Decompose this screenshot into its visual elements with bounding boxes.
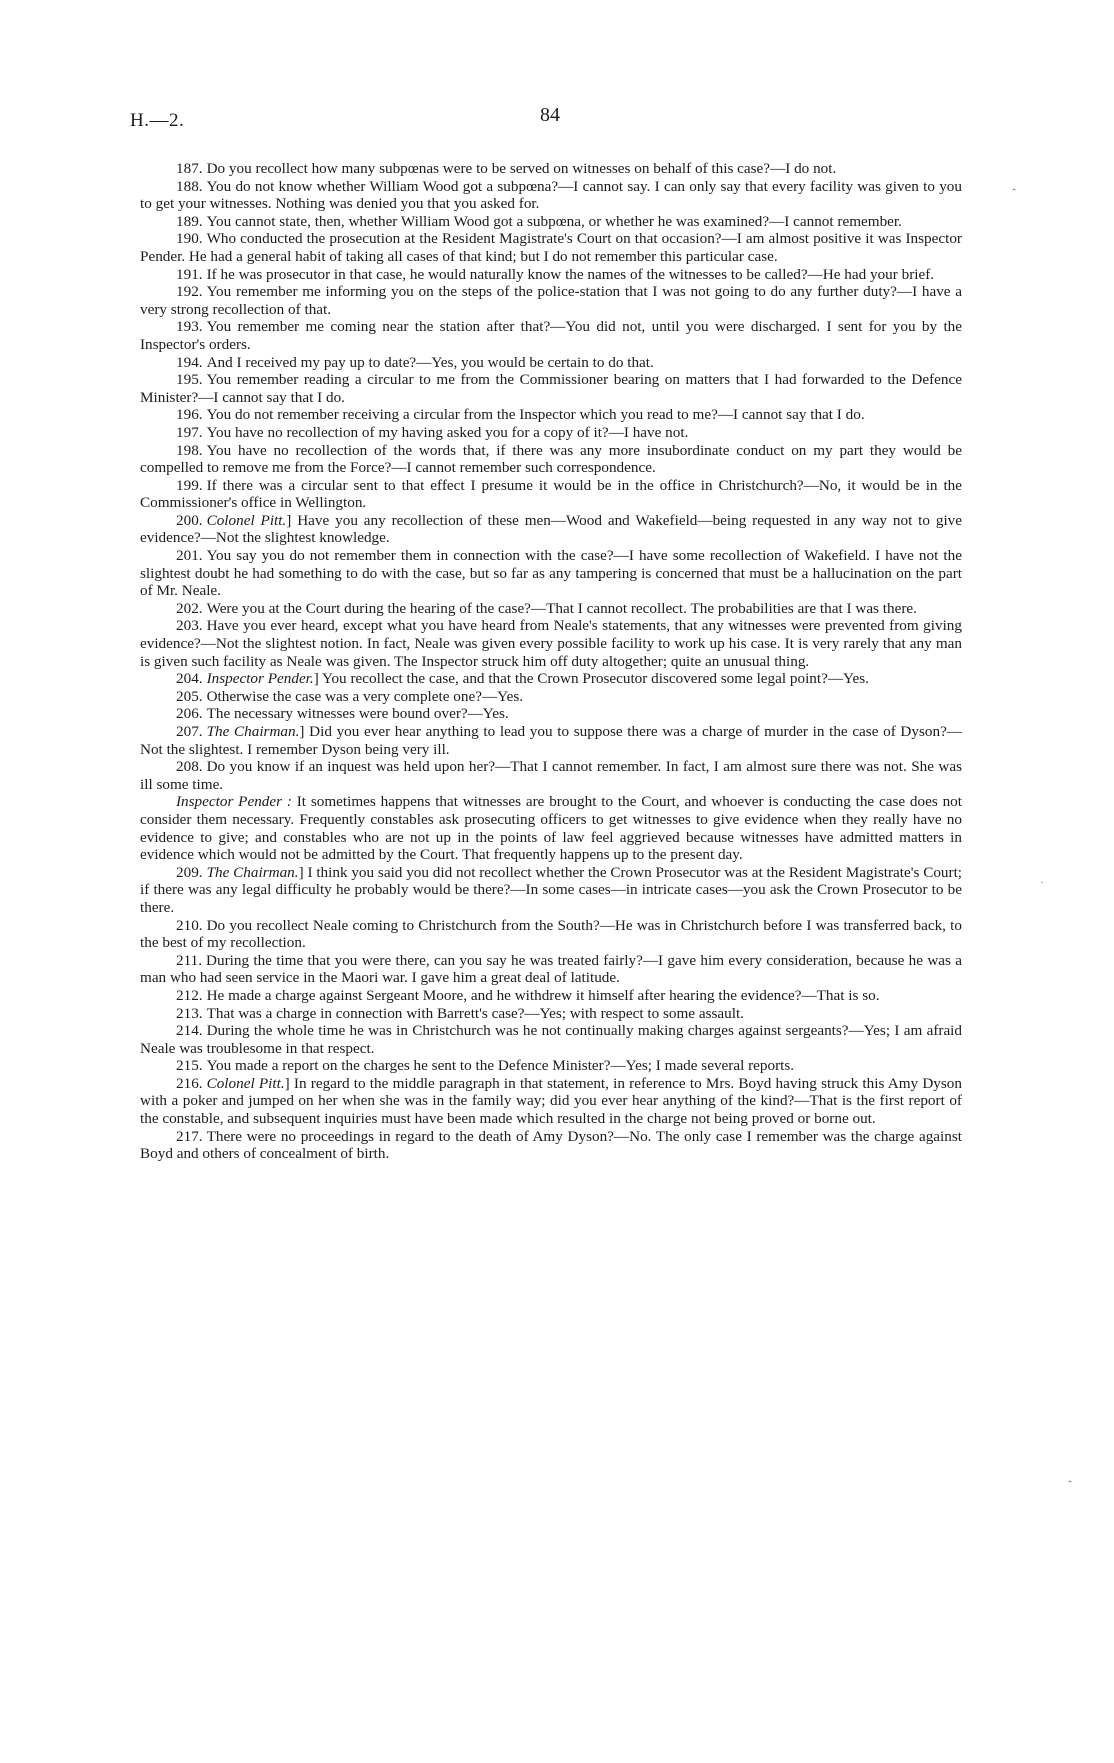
paragraph-text: In regard to the middle paragraph in that statement, in reference to Mrs. Boyd having struck this Amy Dyson with a poker and jumped on her when she was in the family way; did you ever hear anything of the kind?—That is the first report of the constable, and subsequent inquiries must have been made which resulted in the charge not being proved or borne out. (140, 1074, 962, 1128)
evidence-paragraph (140, 266, 962, 284)
question-number: 202. (176, 599, 203, 617)
question-number: 211. (176, 951, 203, 969)
paragraph-text: That was a charge in connection with Barrett's case?—Yes; with respect to some assault. (206, 1004, 744, 1022)
question-number: 205. (176, 687, 203, 705)
question-number: 191. (176, 265, 203, 283)
question-number: 206. (176, 705, 203, 723)
evidence-paragraph (140, 1075, 962, 1128)
evidence-paragraph (140, 917, 962, 952)
evidence-paragraph (140, 617, 962, 670)
evidence-paragraph (140, 864, 962, 917)
question-number: 199. (176, 476, 203, 494)
evidence-paragraph (140, 1005, 962, 1023)
speaker-name: Inspector Pender. (206, 670, 314, 688)
paragraph-text: You remember reading a circular to me from the Commissioner bearing on matters that I had forwarded to the Defence Minister?—I cannot say that I do. (140, 371, 962, 406)
question-number: 197. (176, 423, 203, 441)
evidence-paragraph (140, 987, 962, 1005)
paragraph-text: You remember me coming near the station after that?—You did not, until you were discharged. I sent for you by the Inspector's orders. (140, 318, 962, 353)
paragraph-text: You say you do not remember them in connection with the case?—I have some recollection of Wakefield. I have not the slightest doubt he had something to do with the case, but so far as any tampering is concerned that must be a hallucination on the part of Mr. Neale. (140, 547, 962, 600)
paragraph-text: If he was prosecutor in that case, he would naturally know the names of the witnesses to be called?—He had your brief. (206, 265, 935, 283)
evidence-paragraph (140, 371, 962, 406)
question-number: 204. (176, 670, 203, 688)
paragraph-text: I think you said you did not recollect whether the Crown Prosecutor was at the Resident Magistrate's Court; if there was any legal difficulty he probably would be there?—In some cases—in intricate cases—you ask the Crown Prosecutor to be there. (140, 863, 963, 916)
paragraph-text: And I received my pay up to date?—Yes, you would be certain to do that. (206, 353, 654, 371)
evidence-paragraph (140, 424, 962, 442)
paragraph-text: Were you at the Court during the hearing of the case?—That I cannot recollect. The probabilities are that I was there. (206, 599, 917, 617)
evidence-paragraph (140, 160, 962, 178)
evidence-paragraph (140, 1128, 962, 1163)
margin-mark: ˆ (1012, 186, 1016, 200)
evidence-paragraph (140, 688, 962, 706)
question-number: 194. (176, 353, 203, 371)
paragraph-text: The necessary witnesses were bound over?—Yes. (206, 705, 509, 723)
question-number: 201. (176, 547, 203, 565)
evidence-paragraph (140, 442, 962, 477)
speaker-name: The Chairman. (206, 723, 300, 740)
evidence-paragraph (140, 705, 962, 723)
question-number: 195. (176, 371, 203, 389)
margin-mark: · (1040, 875, 1044, 889)
paragraph-text: He made a charge against Sergeant Moore, and he withdrew it himself after hearing the evidence?—That is so. (206, 986, 880, 1004)
question-number: 209. (176, 863, 203, 881)
paragraph-text: You have no recollection of the words that, if there was any more insubordinate conduct on my part they would be compelled to remove me from the Force?—I cannot remember such correspondence. (140, 441, 962, 477)
speaker-bracket: ] (313, 670, 319, 688)
speaker-name: The Chairman. (206, 863, 299, 881)
paragraph-text: Do you recollect Neale coming to Christchurch from the South?—He was in Christchurch before I was transferred back, to the best of my recollection. (140, 916, 962, 952)
question-number: 215. (176, 1057, 203, 1075)
speaker-name: Colonel Pitt. (206, 511, 287, 529)
paragraph-text: You do not remember receiving a circular from the Inspector which you read to me?—I cannot say that I do. (206, 406, 865, 424)
speaker-bracket: ] (298, 863, 304, 881)
evidence-paragraph (140, 318, 962, 353)
evidence-paragraph (140, 512, 962, 547)
evidence-paragraph (140, 230, 962, 265)
evidence-paragraph (140, 723, 962, 758)
speaker-bracket: ] (286, 511, 292, 529)
evidence-paragraph (140, 952, 962, 987)
evidence-paragraph (140, 1057, 962, 1075)
question-number: 193. (176, 318, 203, 336)
evidence-paragraph (140, 213, 962, 231)
paragraph-text: Who conducted the prosecution at the Resident Magistrate's Court on that occasion?—I am almost positive it was Inspector Pender. He had a general habit of taking all cases of that kind; but I do not remember this particular case. (140, 230, 962, 265)
paragraph-text: You recollect the case, and that the Crown Prosecutor discovered some legal point?—Yes. (322, 670, 869, 688)
question-number: 200. (176, 511, 203, 529)
paragraph-text: Do you recollect how many subpœnas were to be served on witnesses on behalf of this case?—I do not. (206, 160, 837, 177)
question-number: 210. (176, 916, 203, 934)
paragraph-text: During the time that you were there, can you say he was treated fairly?—I gave him every consideration, because he was a man who had seen service in the Maori war. I gave him a great deal of latitude. (140, 951, 962, 987)
question-number: 198. (176, 441, 203, 459)
question-number: 187. (176, 160, 203, 177)
evidence-paragraph (140, 758, 962, 793)
question-number: 208. (176, 758, 203, 776)
question-number: 214. (176, 1022, 203, 1040)
page-number: 84 (540, 104, 560, 126)
paragraph-text: There were no proceedings in regard to the death of Amy Dyson?—No. The only case I remember was the charge against Boyd and others of concealment of birth. (140, 1127, 962, 1163)
paragraph-text: You remember me informing you on the steps of the police-station that I was not going to do any further duty?—I have a very strong recollection of that. (140, 283, 962, 318)
question-number: 196. (176, 406, 203, 424)
speaker-name: Colonel Pitt. (206, 1074, 285, 1092)
question-number: 190. (176, 230, 203, 248)
question-number: 188. (176, 177, 203, 195)
evidence-paragraph (140, 477, 962, 512)
question-number: 217. (176, 1127, 203, 1145)
paragraph-text: You made a report on the charges he sent to the Defence Minister?—Yes; I made several reports. (206, 1057, 795, 1075)
paragraph-text: During the whole time he was in Christchurch was he not continually making charges against sergeants?—Yes; I am afraid Neale was troublesome in that respect. (140, 1022, 962, 1057)
question-number: 207. (176, 723, 203, 740)
paragraph-text: You cannot state, then, whether William Wood got a subpœna, or whether he was examined?—I cannot remember. (206, 212, 902, 230)
document-reference: H.—2. (130, 110, 185, 131)
page-header (130, 104, 990, 138)
evidence-paragraph (140, 283, 962, 318)
question-number: 203. (176, 617, 203, 635)
minutes-of-evidence (140, 160, 962, 1163)
speaker-bracket: ] (299, 723, 305, 740)
paragraph-text: It sometimes happens that witnesses are brought to the Court, and whoever is conducting the case does not consider them necessary. Frequently constables ask prosecuting officers to get witnesses to give evidence when they really have no evidence to give; and constables who are not up in the points of law feel aggrieved because witnesses have admitted matters in evidence which would not be admitted by the Court. That frequently happens up to the present day. (140, 793, 962, 864)
paragraph-text: If there was a circular sent to that effect I presume it would be in the office in Christchurch?—No, it would be in the Commissioner's office in Wellington. (140, 476, 962, 512)
question-number: 212. (176, 986, 203, 1004)
paragraph-text: Have you ever heard, except what you have heard from Neale's statements, that any witnesses were prevented from giving evidence?—Not the slightest notion. In fact, Neale was given every possible facility to work up his case. It is very rarely that any man is given such facility as Neale was given. The Inspector struck him off duty altogether; quite an unusual thing. (140, 617, 962, 670)
speaker-name: Inspector Pender : (176, 793, 292, 811)
paragraph-text: Do you know if an inquest was held upon her?—That I cannot remember. In fact, I am almost sure there was not. She was ill some time. (140, 758, 962, 793)
paragraph-text: You have no recollection of my having asked you for a copy of it?—I have not. (206, 423, 689, 441)
speaker-bracket: ] (284, 1074, 290, 1092)
evidence-paragraph (140, 1022, 962, 1057)
paragraph-text: You do not know whether William Wood got a subpœna?—I cannot say. I can only say that every facility was given to you to get your witnesses. Nothing was denied you that you asked for. (140, 177, 962, 213)
paragraph-text: Have you any recollection of these men—Wood and Wakefield—being requested in any way not to give evidence?—Not the slightest knowledge. (140, 511, 962, 547)
question-number: 216. (176, 1074, 203, 1092)
margin-mark: ˆ (1068, 1478, 1072, 1492)
evidence-paragraph (140, 600, 962, 618)
paragraph-text: Otherwise the case was a very complete one?—Yes. (206, 687, 524, 705)
evidence-paragraph (140, 354, 962, 372)
question-number: 213. (176, 1004, 203, 1022)
evidence-paragraph (140, 178, 962, 213)
question-number: 192. (176, 283, 203, 301)
evidence-paragraph (140, 547, 962, 600)
question-number: 189. (176, 212, 203, 230)
evidence-paragraph (140, 406, 962, 424)
evidence-paragraph (140, 793, 962, 863)
paragraph-text: Did you ever hear anything to lead you to suppose there was a charge of murder in the case of Dyson?—Not the slightest. I remember Dyson being very ill. (140, 723, 962, 758)
evidence-paragraph (140, 670, 962, 688)
